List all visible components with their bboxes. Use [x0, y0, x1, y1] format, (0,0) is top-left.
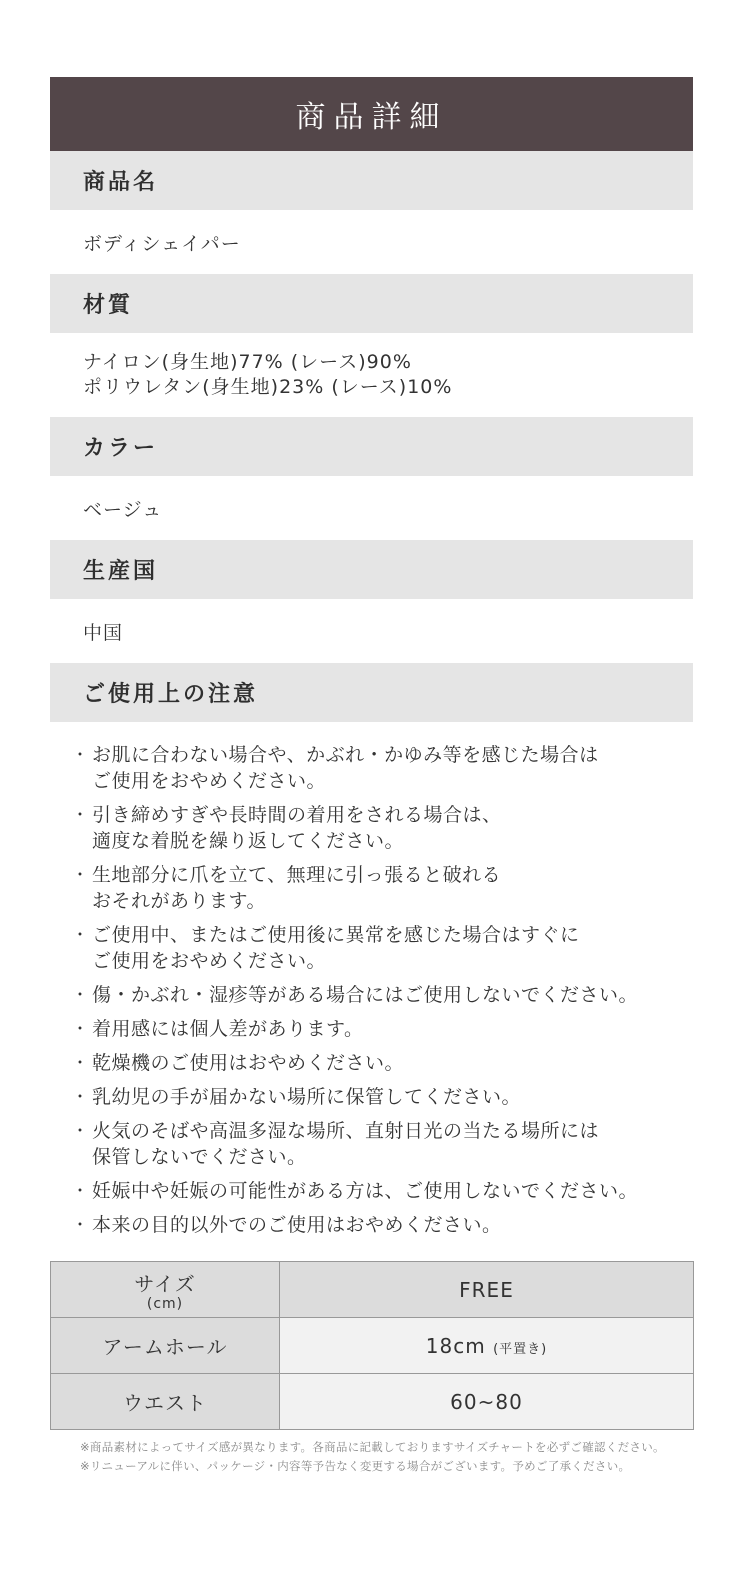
table-row [51, 1262, 694, 1318]
product-details [50, 77, 693, 1246]
footnote-line: ※リニューアルに伴い、パッケージ・内容等予告なく変更する場合がございます。予めご了承ください。 [80, 1459, 631, 1473]
origin-text: 中国 [83, 621, 124, 644]
footnotes [80, 1438, 665, 1476]
size-unit-text: (cm) [146, 1296, 184, 1312]
section-heading-cautions: ご使用上の注意 [50, 663, 693, 722]
size-table [50, 1261, 694, 1430]
armhole-label: アームホール [51, 1318, 280, 1374]
origin-value [50, 599, 693, 663]
armhole-note: (平置き) [493, 1341, 548, 1357]
caution-item: ・ 生地部分に爪を立て、無理に引っ張ると破れる おそれがあります。 [78, 862, 693, 914]
caution-item: ・ 乳幼児の手が届かない場所に保管してください。 [78, 1084, 693, 1110]
section-heading-color: カラー [50, 417, 693, 476]
material-value [50, 333, 693, 417]
caution-item: ・ ご使用中、またはご使用後に異常を感じた場合はすぐに ご使用をおやめください。 [78, 922, 693, 974]
caution-item: ・ 引き締めすぎや長時間の着用をされる場合は、 適度な着脱を繰り返してください。 [78, 802, 693, 854]
caution-item: ・ 乾燥機のご使用はおやめください。 [78, 1050, 693, 1076]
section-heading-origin: 生産国 [50, 540, 693, 599]
waist-value: 60~80 [280, 1374, 694, 1430]
product-name-value [50, 210, 693, 274]
caution-item: ・ 着用感には個人差があります。 [78, 1016, 693, 1042]
product-name-text: ボディシェイパー [83, 232, 241, 255]
caution-list [50, 722, 693, 1238]
size-label-text: サイズ [134, 1272, 196, 1296]
material-line-1: ナイロン(身生地)77% (レース)90% [83, 351, 412, 373]
size-header-label [51, 1262, 280, 1318]
armhole-value [280, 1318, 694, 1374]
size-header-value: FREE [280, 1262, 694, 1318]
caution-item: ・ 傷・かぶれ・湿疹等がある場合にはご使用しないでください。 [78, 982, 693, 1008]
waist-label: ウエスト [51, 1374, 280, 1430]
page-title: 商品詳細 [50, 77, 693, 151]
caution-item: ・ 妊娠中や妊娠の可能性がある方は、ご使用しないでください。 [78, 1178, 693, 1204]
caution-item: ・ 火気のそばや高温多湿な場所、直射日光の当たる場所には 保管しないでください。 [78, 1118, 693, 1170]
armhole-measure: 18cm [425, 1333, 486, 1358]
section-heading-name: 商品名 [50, 151, 693, 210]
caution-item: ・ お肌に合わない場合や、かぶれ・かゆみ等を感じた場合は ご使用をおやめください。 [78, 742, 693, 794]
section-heading-material: 材質 [50, 274, 693, 333]
table-row [51, 1318, 694, 1374]
caution-item: ・ 本来の目的以外でのご使用はおやめください。 [78, 1212, 693, 1238]
color-value [50, 476, 693, 540]
material-line-2: ポリウレタン(身生地)23% (レース)10% [83, 376, 453, 398]
table-row [51, 1374, 694, 1430]
footnote-line: ※商品素材によってサイズ感が異なります。各商品に記載しておりますサイズチャートを必ずご確認ください。 [80, 1440, 665, 1454]
color-text: ベージュ [83, 498, 163, 521]
